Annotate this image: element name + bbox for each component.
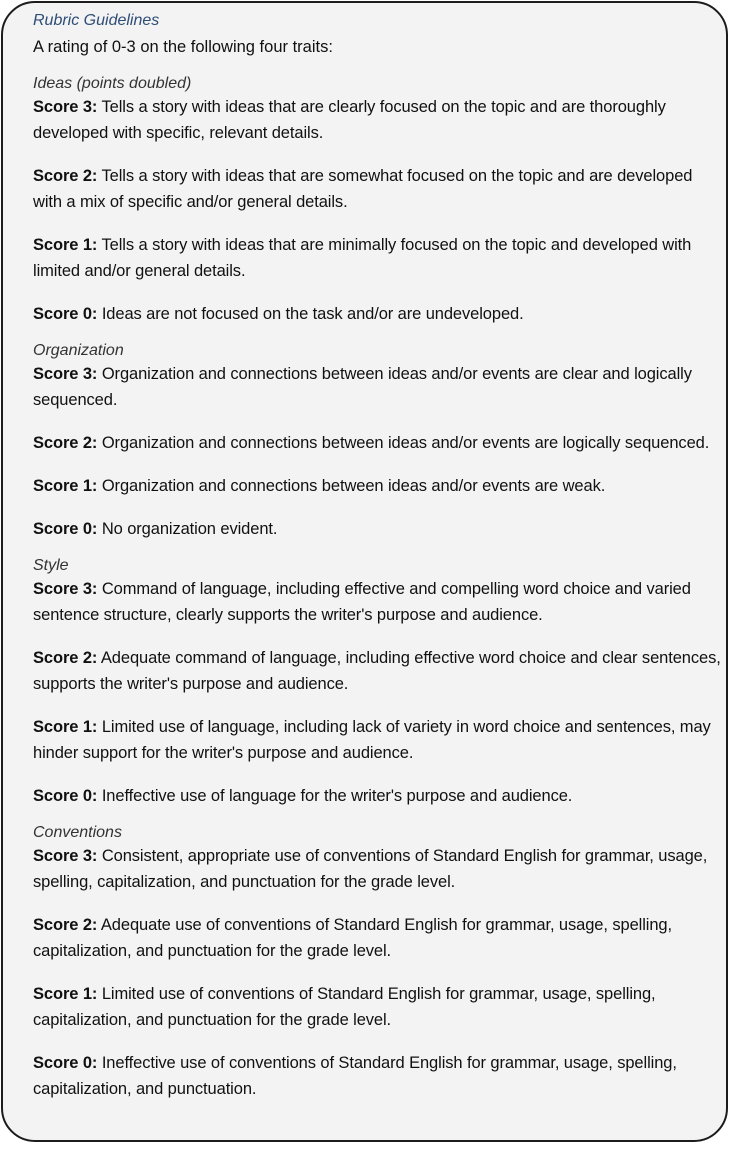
score-label: Score 2: <box>33 167 98 185</box>
score-text: Organization and connections between ideas and/or events are weak. <box>101 477 606 495</box>
score-label: Score 0: <box>33 520 98 538</box>
score-label: Score 0: <box>33 1054 98 1072</box>
score-text: Tells a story with ideas that are somewhat focused on the topic and are developed with a mix of specific and/or general details. <box>33 167 693 211</box>
score-item <box>33 714 726 766</box>
score-item <box>33 843 726 895</box>
score-item <box>33 473 726 499</box>
score-text: Ineffective use of language for the writer's purpose and audience. <box>101 787 573 805</box>
score-text: Adequate command of language, including effective word choice and clear sentences, supports the writer's purpose and audience. <box>33 649 721 693</box>
score-item <box>33 430 726 456</box>
score-item <box>33 232 726 284</box>
score-text: Ineffective use of conventions of Standard English for grammar, usage, spelling, capitalization, and punctuation. <box>33 1054 677 1098</box>
score-label: Score 3: <box>33 365 98 383</box>
score-text: Adequate use of conventions of Standard English for grammar, usage, spelling, capitalization, and punctuation for the grade level. <box>33 916 672 960</box>
score-label: Score 1: <box>33 985 98 1003</box>
score-label: Score 3: <box>33 98 98 116</box>
score-item <box>33 783 726 809</box>
score-item <box>33 516 726 542</box>
score-item <box>33 163 726 215</box>
score-item <box>33 981 726 1033</box>
section-ideas <box>33 74 726 327</box>
section-title: Ideas (points doubled) <box>33 75 192 92</box>
score-item <box>33 912 726 964</box>
section-conventions <box>33 823 726 1102</box>
score-label: Score 2: <box>33 434 98 452</box>
score-text: Consistent, appropriate use of conventions of Standard English for grammar, usage, spelling, capitalization, and punctuation for the grade level. <box>33 847 708 891</box>
section-style <box>33 556 726 809</box>
section-organization <box>33 341 726 542</box>
score-label: Score 1: <box>33 477 98 495</box>
score-text: Command of language, including effective and compelling word choice and varied sentence structure, clearly supports the writer's purpose and audience. <box>33 580 691 624</box>
section-title: Style <box>33 557 69 574</box>
rubric-card <box>1 1 728 1142</box>
score-item <box>33 645 726 697</box>
score-label: Score 1: <box>33 236 98 254</box>
score-label: Score 0: <box>33 787 98 805</box>
score-label: Score 0: <box>33 305 98 323</box>
score-label: Score 1: <box>33 718 98 736</box>
score-item <box>33 94 726 146</box>
score-item <box>33 361 726 413</box>
score-text: No organization evident. <box>101 520 278 538</box>
section-title: Organization <box>33 342 124 359</box>
section-title: Conventions <box>33 824 122 841</box>
score-text: Tells a story with ideas that are minimally focused on the topic and developed with limited and/or general details. <box>33 236 692 280</box>
score-label: Score 2: <box>33 649 98 667</box>
rubric-intro: A rating of 0-3 on the following four traits: <box>33 38 333 56</box>
score-text: Tells a story with ideas that are clearly focused on the topic and are thoroughly developed with specific, relevant details. <box>33 98 666 142</box>
rubric-heading: Rubric Guidelines <box>33 12 160 29</box>
score-item <box>33 1050 726 1102</box>
score-text: Organization and connections between ideas and/or events are logically sequenced. <box>101 434 710 452</box>
score-item <box>33 301 726 327</box>
score-text: Limited use of language, including lack of variety in word choice and sentences, may hinder support for the writer's purpose and audience. <box>33 718 711 762</box>
score-text: Organization and connections between ideas and/or events are clear and logically sequenced. <box>33 365 692 409</box>
score-label: Score 3: <box>33 580 98 598</box>
score-label: Score 3: <box>33 847 98 865</box>
score-label: Score 2: <box>33 916 98 934</box>
score-item <box>33 576 726 628</box>
score-text: Ideas are not focused on the task and/or are undeveloped. <box>101 305 524 323</box>
score-text: Limited use of conventions of Standard English for grammar, usage, spelling, capitalization, and punctuation for the grade level. <box>33 985 656 1029</box>
